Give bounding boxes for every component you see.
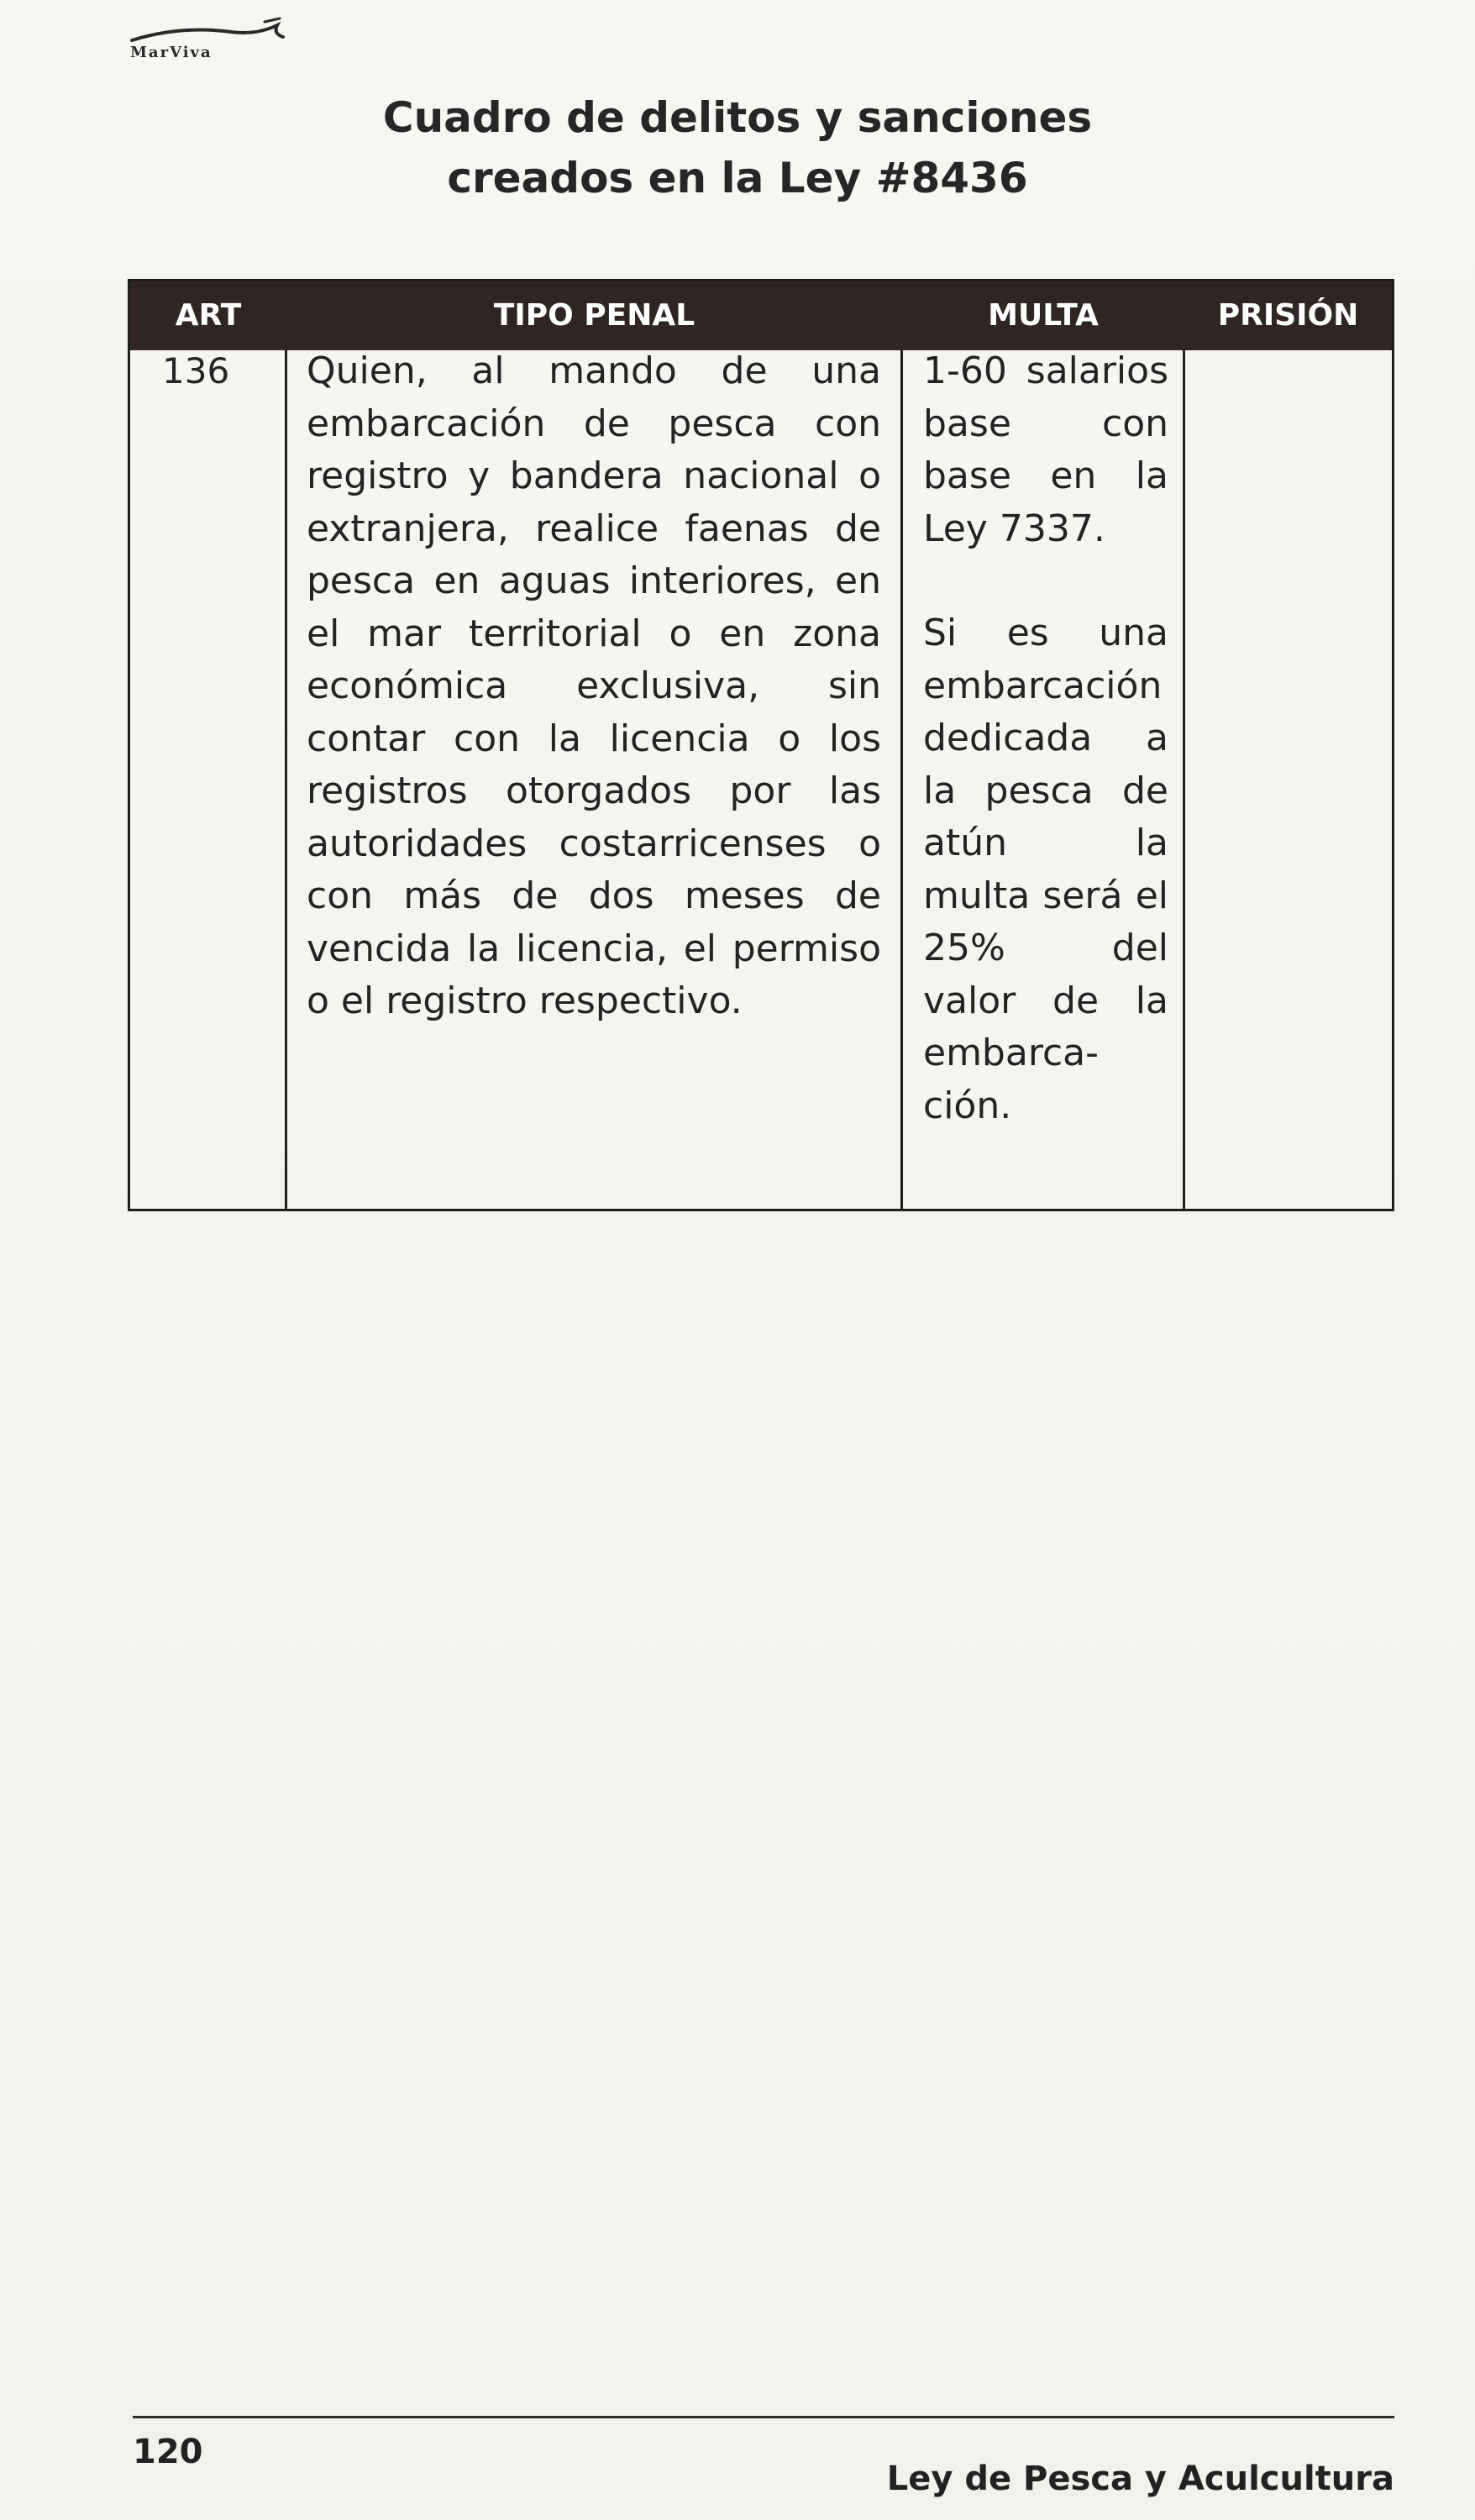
page-number: 120 [133, 2433, 203, 2471]
table-header [130, 281, 1392, 350]
offenses-table [128, 279, 1394, 1211]
tipo-penal-text: Quien, al mando de una embarcación de pesca con registro y bandera nacional o extranjera, realice faenas de pesca en aguas interiores, en el mar territorial o en zona económica exclusiva, sin contar con la licencia o los registros otorgados por las autoridades costarricenses o con más de dos meses de vencida la licencia, el permiso o el registro respectivo. [307, 349, 881, 1022]
cell-art: 136 [162, 350, 230, 391]
header-tipo-penal: TIPO PENAL [493, 298, 696, 333]
cell-tipo-penal [307, 345, 881, 1028]
multa-paragraph-2: Si es una embarcación dedicada a la pesca de atún la multa será el 25% del valor de la embarcación. [923, 612, 1168, 1127]
logo-text: MarViva [130, 44, 213, 61]
column-divider [1183, 350, 1185, 1209]
title-line-1: Cuadro de delitos y sanciones [382, 93, 1093, 142]
marviva-logo [130, 15, 298, 74]
title-line-2: creados en la Ley #8436 [447, 154, 1028, 202]
header-prision: PRISIÓN [1217, 298, 1359, 333]
page-title [0, 87, 1475, 208]
footer-book-title: Ley de Pesca y Aculcultura [886, 2460, 1394, 2498]
column-divider [900, 350, 903, 1209]
cell-multa [923, 345, 1168, 1132]
footer-divider [133, 2416, 1394, 2418]
column-divider [285, 350, 287, 1209]
multa-paragraph-1: 1-60 salarios base con base en la Ley 7337. [923, 349, 1168, 550]
header-art: ART [175, 298, 242, 333]
header-multa: MULTA [988, 298, 1099, 333]
